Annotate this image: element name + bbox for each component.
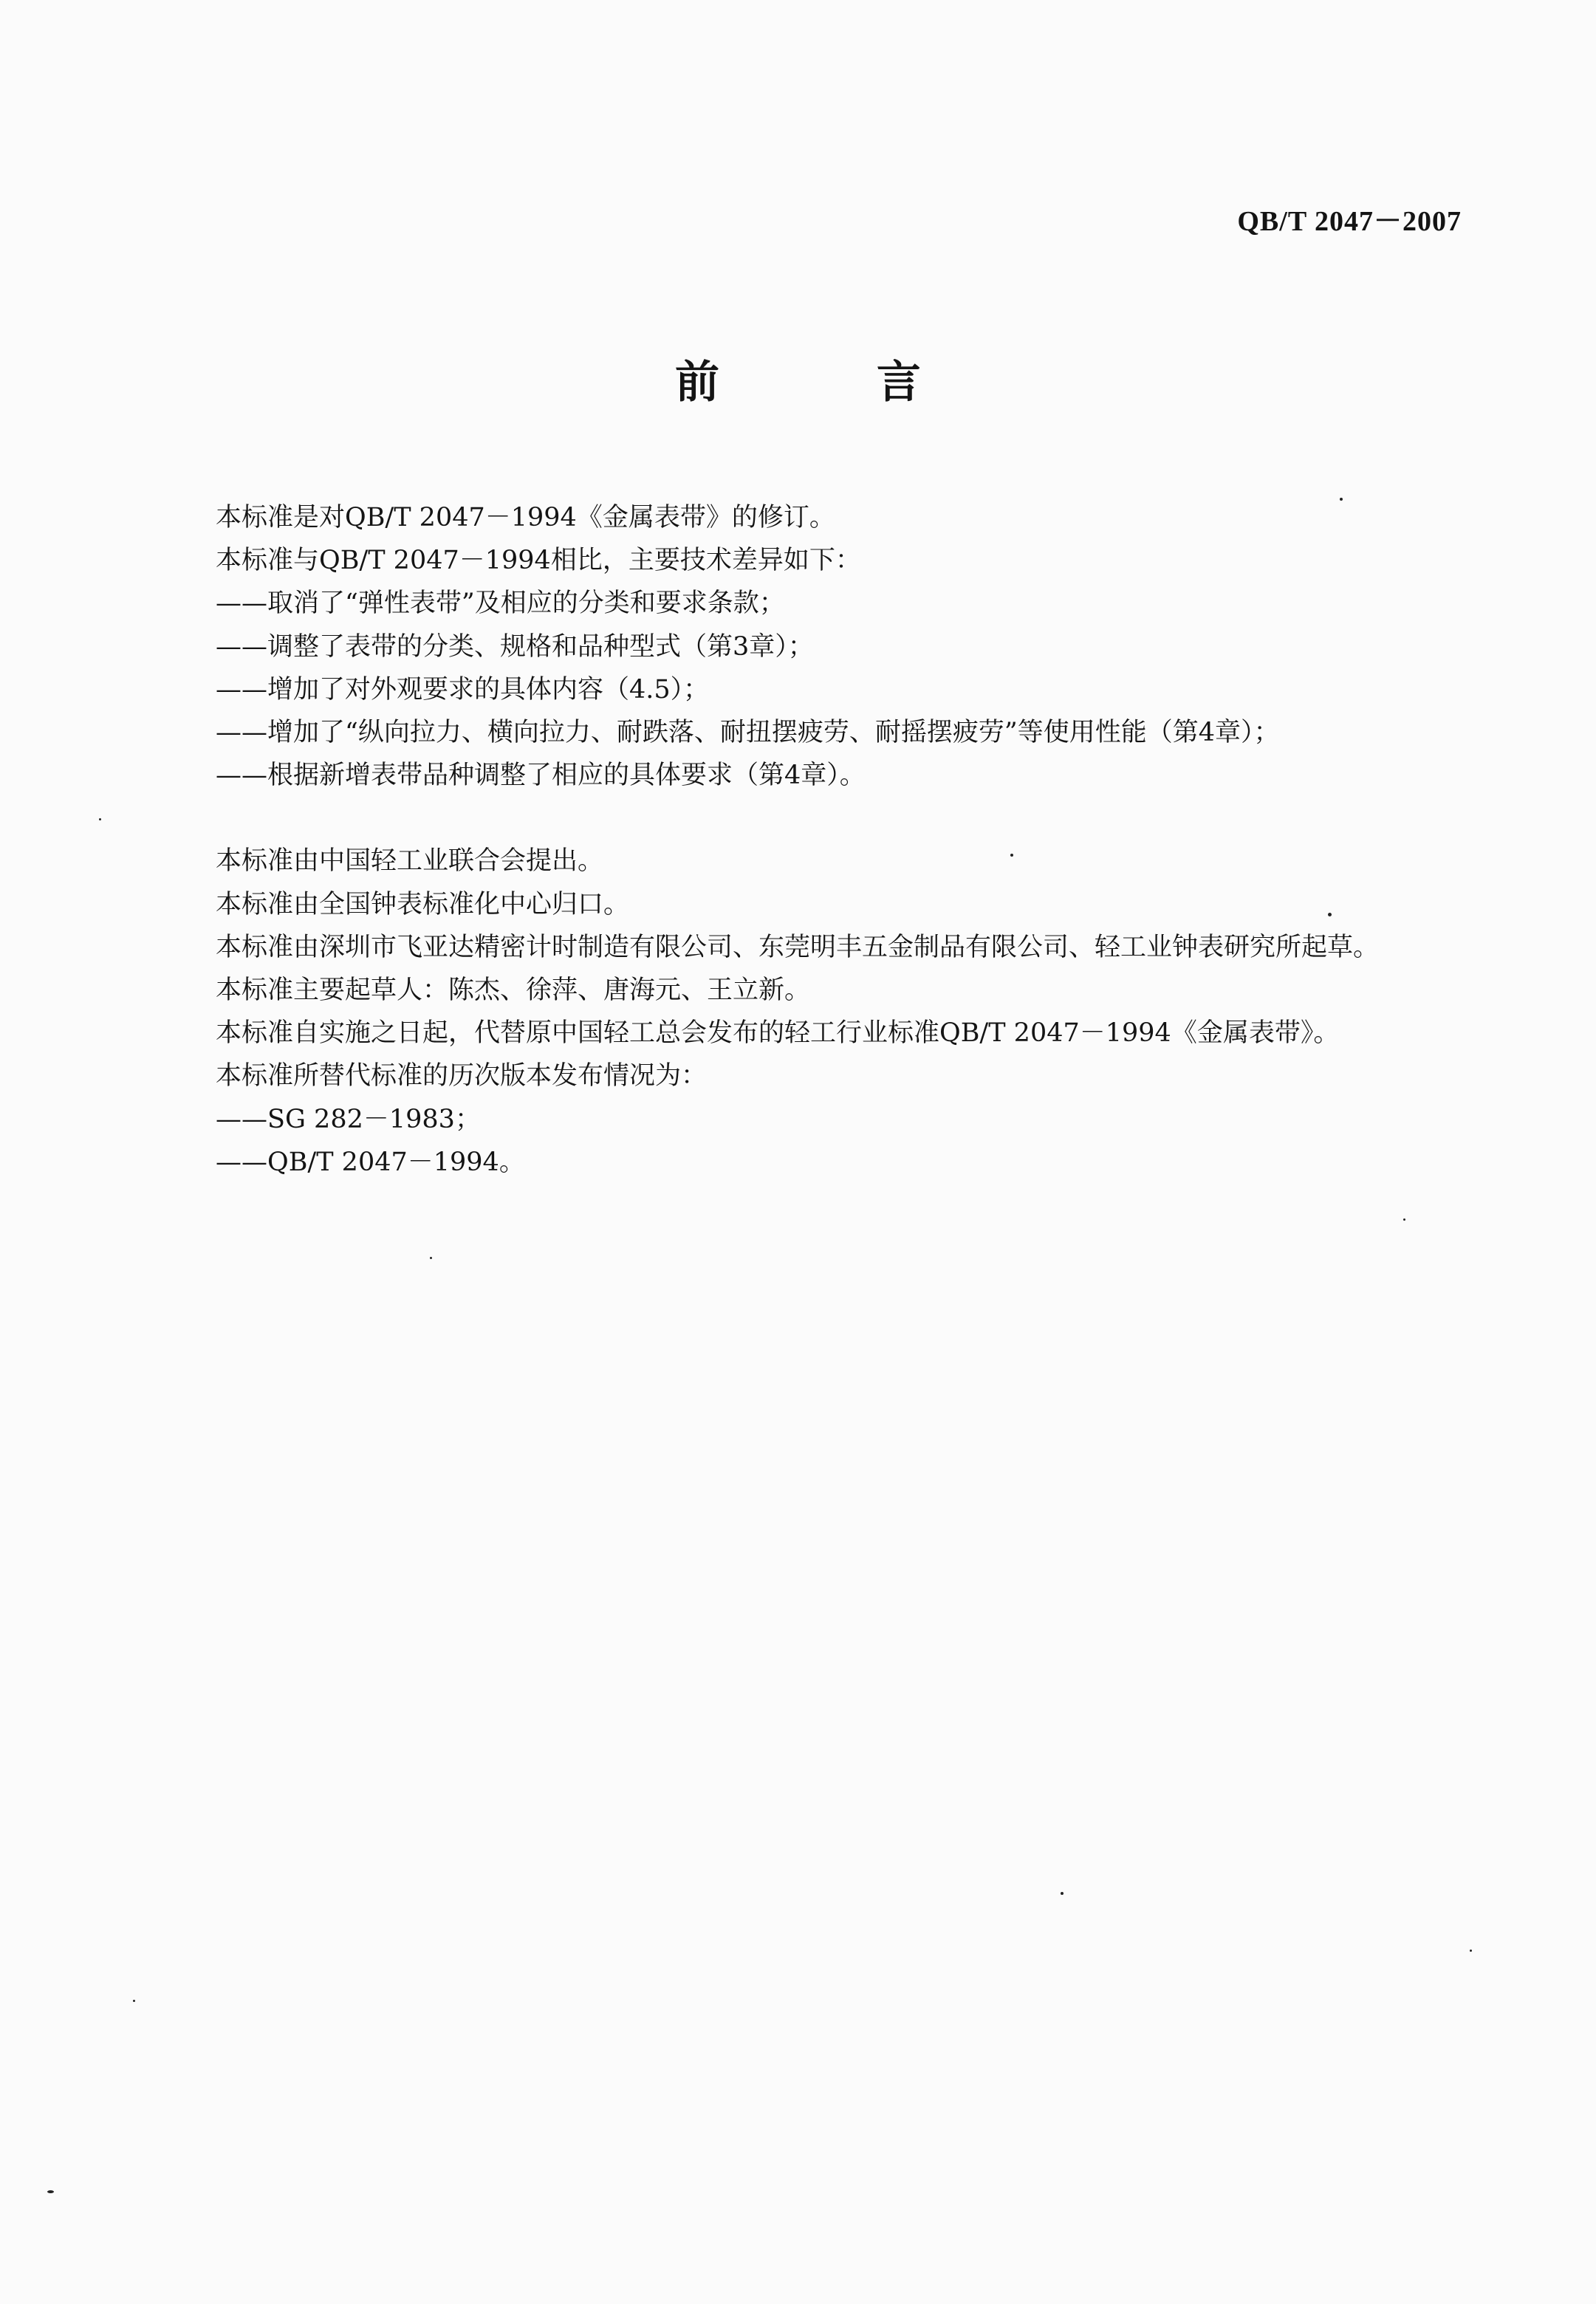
paragraph: 本标准主要起草人：陈杰、徐萍、唐海元、王立新。 xyxy=(216,976,811,1006)
paragraph: 本标准是对QB/T 2047－1994《金属表带》的修订。 xyxy=(216,503,835,532)
scan-speck xyxy=(430,1257,432,1259)
standard-code: QB/T 2047－2007 xyxy=(1237,206,1462,237)
paragraph: 本标准所替代标准的历次版本发布情况为： xyxy=(216,1061,708,1091)
document-body xyxy=(157,496,1456,1184)
scan-speck xyxy=(99,818,101,820)
paragraph-gap xyxy=(157,797,1456,840)
list-item: ——增加了对外观要求的具体内容（4.5）； xyxy=(216,674,710,704)
paragraph: 本标准由深圳市飞亚达精密计时制造有限公司、东莞明丰五金制品有限公司、轻工业钟表研究所起草。 xyxy=(216,932,1380,962)
list-item: ——取消了“弹性表带”及相应的分类和要求条款； xyxy=(216,589,785,619)
scan-speck xyxy=(133,2000,135,2002)
list-item: ——增加了“纵向拉力、横向拉力、耐跌落、耐扭摆疲劳、耐摇摆疲劳”等使用性能（第4章）； xyxy=(216,718,1280,748)
list-item: ——QB/T 2047－1994。 xyxy=(216,1147,525,1177)
paragraph: 本标准与QB/T 2047－1994相比，主要技术差异如下： xyxy=(216,546,861,576)
page-title: 前 言 xyxy=(675,357,992,408)
paragraph: 本标准自实施之日起，代替原中国轻工总会发布的轻工行业标准QB/T 2047－1994《金属表带》。 xyxy=(216,1018,1340,1049)
scan-speck xyxy=(1328,913,1332,916)
list-item: ——SG 282－1983； xyxy=(216,1104,481,1134)
scan-speck xyxy=(1403,1218,1405,1221)
list-item: ——调整了表带的分类、规格和品种型式（第3章）； xyxy=(216,631,814,662)
scan-speck xyxy=(1470,1950,1472,1952)
scan-speck xyxy=(1061,1892,1064,1895)
paragraph: 本标准由全国钟表标准化中心归口。 xyxy=(216,889,630,919)
scan-speck xyxy=(47,2190,54,2193)
paragraph: 本标准由中国轻工业联合会提出。 xyxy=(216,846,604,877)
scan-speck xyxy=(1010,854,1013,857)
list-item: ——根据新增表带品种调整了相应的具体要求（第4章）。 xyxy=(216,761,866,791)
scan-speck xyxy=(1340,498,1343,501)
